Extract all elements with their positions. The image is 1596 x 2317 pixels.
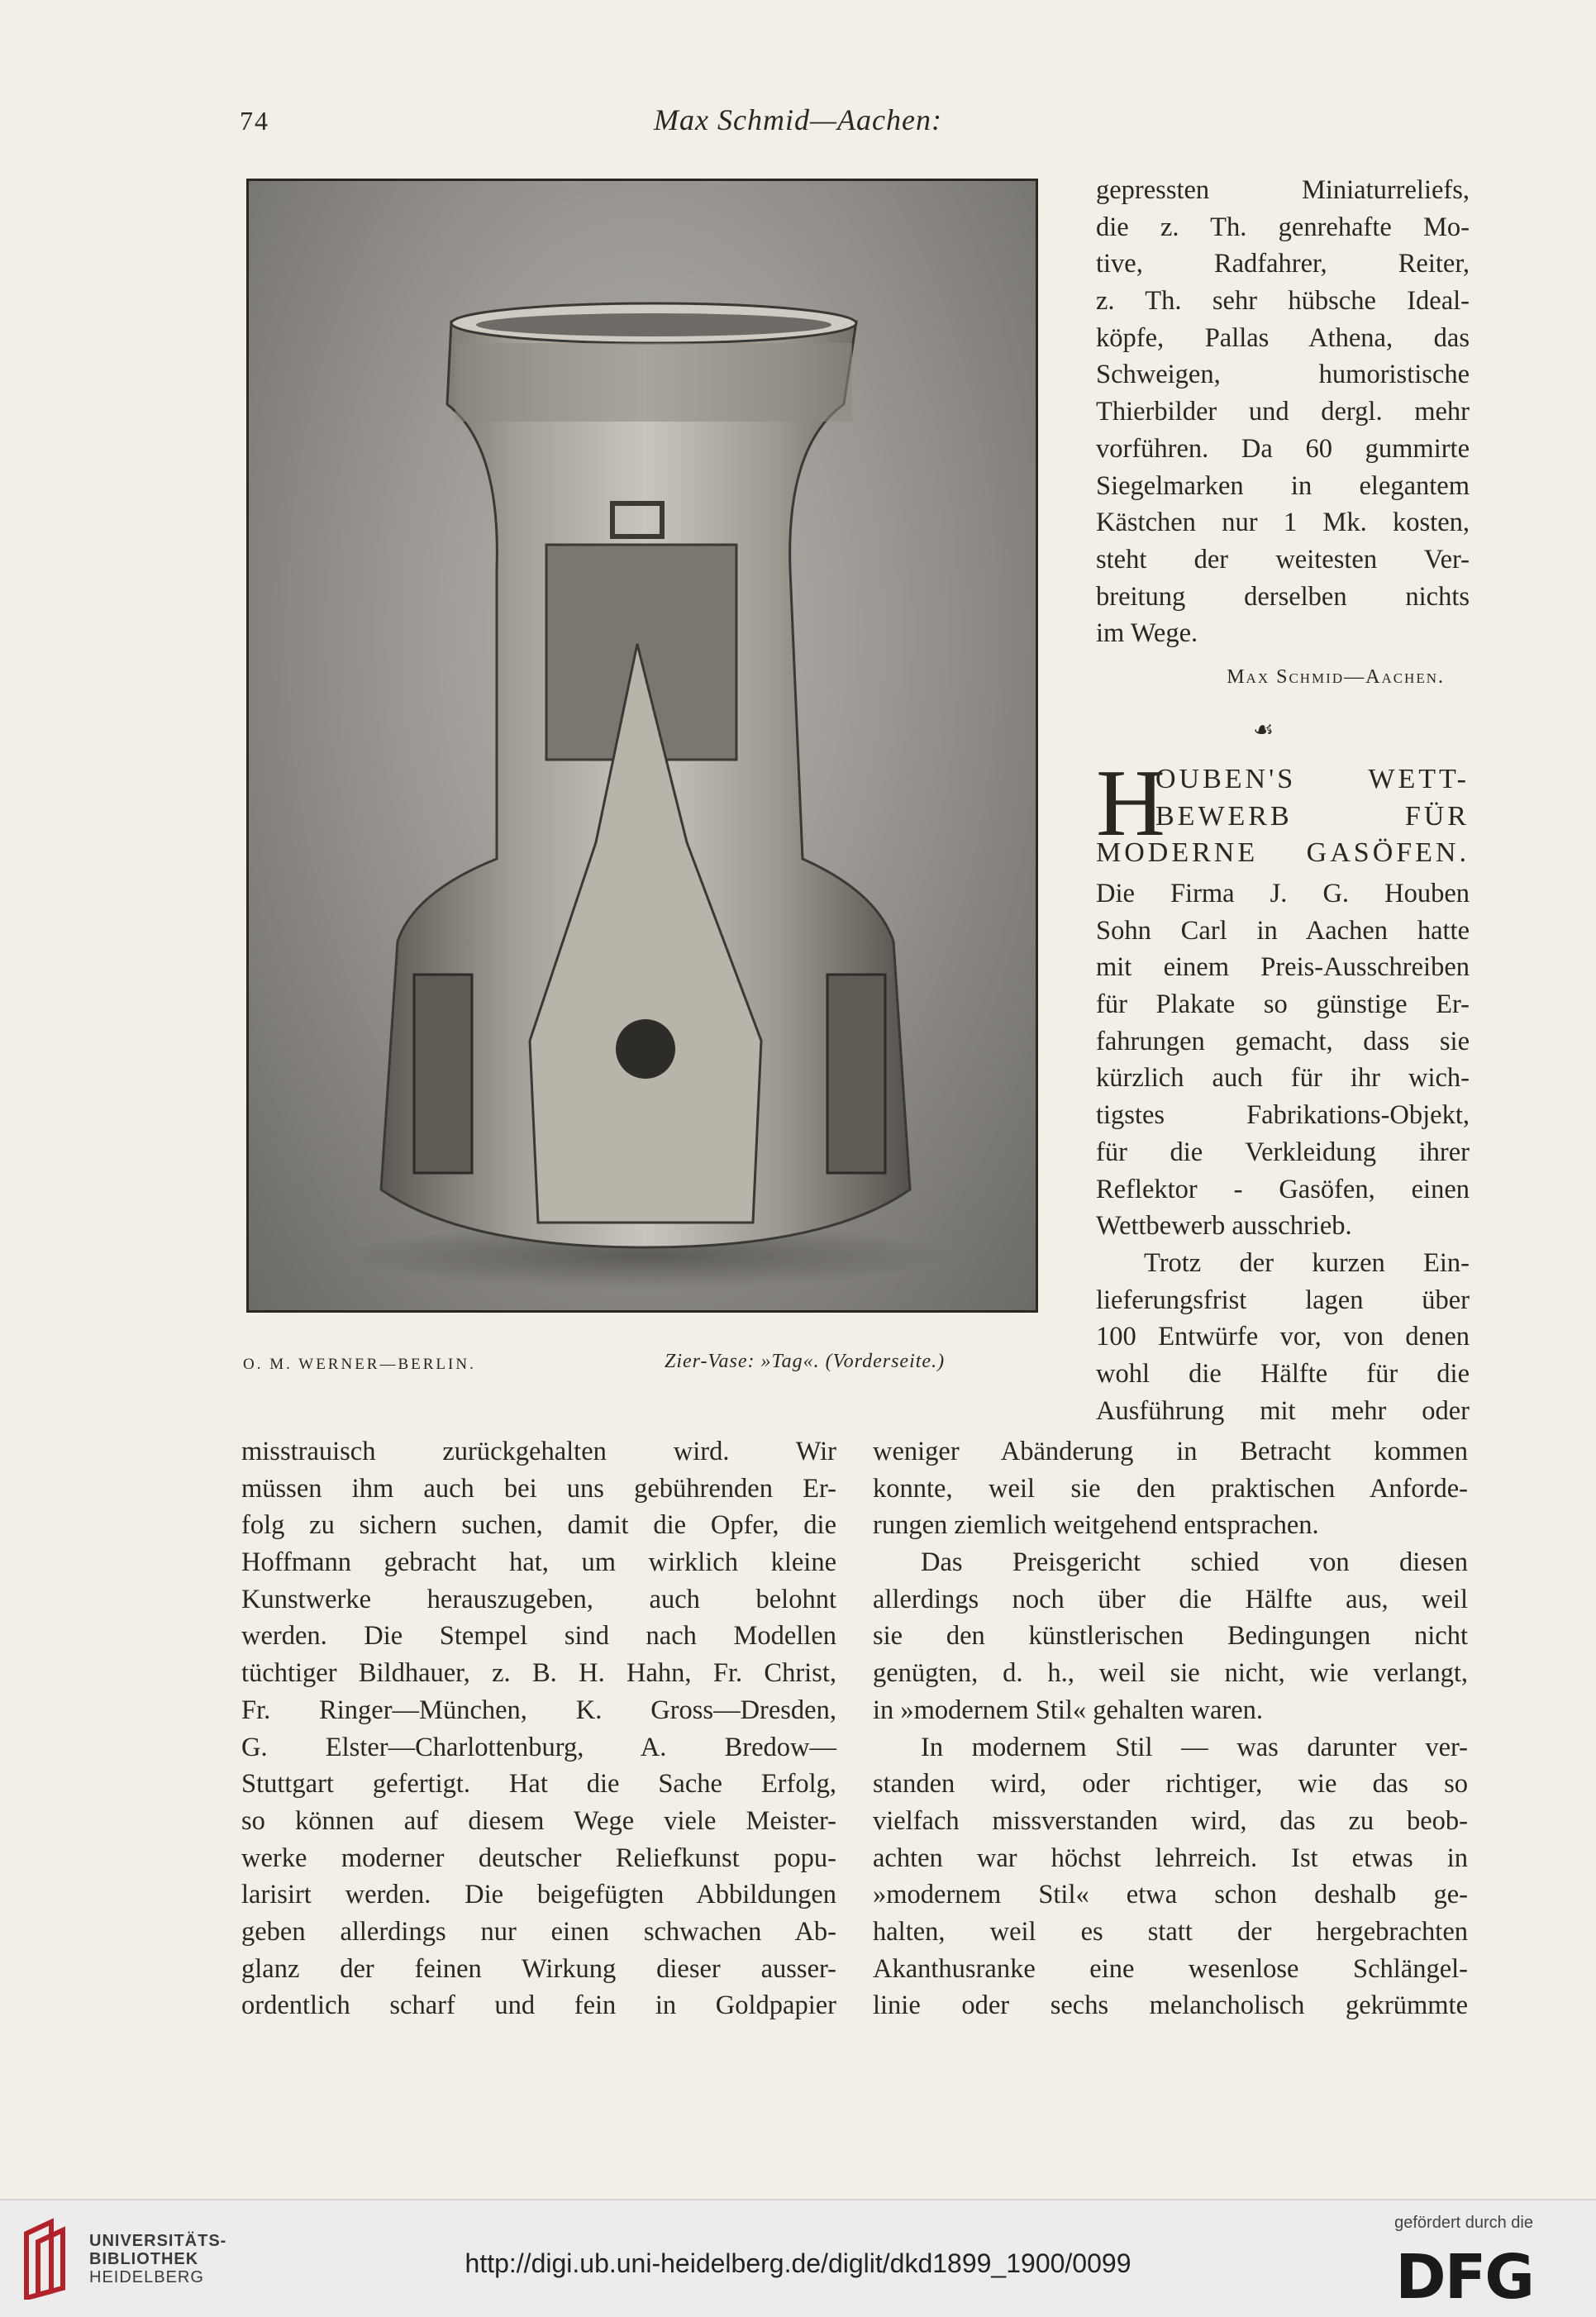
text-line: Ausführung mit mehr oder	[1096, 1395, 1470, 1426]
text-line: Fr. Ringer—München, K. Gross—Dresden,	[241, 1695, 836, 1725]
digitization-footer	[0, 2199, 1596, 2317]
text-line: linie oder sechs melancholisch gekrümmte	[873, 1990, 1468, 2021]
text-line: 100 Entwürfe vor, von denen	[1096, 1322, 1470, 1352]
text-line: Reflektor - Gasöfen, einen	[1096, 1174, 1470, 1204]
text-line: Akanthusranke eine wesenlose Schlängel-	[873, 1953, 1468, 1984]
text-line: tigstes Fabrikations-Objekt,	[1096, 1100, 1470, 1131]
text-line: standen wird, oder richtiger, wie das so	[873, 1769, 1468, 1800]
text-line: vielfach missverstanden wird, das zu beob-	[873, 1805, 1468, 1836]
library-line: UNIVERSITÄTS-	[89, 2232, 227, 2250]
text-line: Die Firma J. G. Houben	[1096, 879, 1470, 908]
text-line: für Plakate so günstige Er-	[1096, 989, 1470, 1020]
right-column-body-text	[1096, 875, 1470, 1429]
heading-line: BEWERB FÜR	[1155, 800, 1470, 832]
text-line: z. Th. sehr hübsche Ideal-	[1096, 286, 1470, 317]
text-line: für die Verkleidung ihrer	[1096, 1137, 1470, 1167]
text-line: köpfe, Pallas Athena, das	[1096, 322, 1470, 353]
text-line: Kunstwerke herauszugeben, auch belohnt	[241, 1584, 836, 1614]
text-line: tüchtiger Bildhauer, z. B. H. Hahn, Fr. Christ,	[241, 1658, 836, 1689]
text-line: sie den künstlerischen Bedingungen nicht	[873, 1621, 1468, 1652]
heading-line: MODERNE GASÖFEN.	[1096, 837, 1470, 869]
text-line: Thierbilder und dergl. mehr	[1096, 397, 1470, 427]
text-line: kürzlich auch für ihr wich-	[1096, 1063, 1470, 1094]
right-column-bottom-text	[873, 1433, 1468, 2024]
text-line: Sohn Carl in Aachen hatte	[1096, 915, 1470, 946]
text-line: G. Elster—Charlottenburg, A. Bredow—	[241, 1732, 836, 1762]
page-number: 74	[240, 106, 269, 136]
text-line: tive, Radfahrer, Reiter,	[1096, 249, 1470, 279]
text-line: geben allerdings nur einen schwachen Ab-	[241, 1916, 836, 1947]
funding-note: gefördert durch die	[1394, 2214, 1533, 2232]
figure-caption: Zier-Vase: »Tag«. (Vorderseite.)	[665, 1351, 946, 1372]
text-line: Hoffmann gebracht hat, um wirklich kleine	[241, 1547, 836, 1578]
text-line: breitung derselben nichts	[1096, 581, 1470, 612]
left-column-bottom-text	[241, 1433, 836, 2024]
text-line: so können auf diesem Wege viele Meister-	[241, 1805, 836, 1836]
text-line: müssen ihm auch bei uns gebührenden Er-	[241, 1473, 836, 1504]
article-signature: Max Schmid—Aachen.	[1227, 666, 1445, 688]
text-line: werke moderner deutscher Reliefkunst popu-	[241, 1843, 836, 1873]
text-line: Kästchen nur 1 Mk. kosten,	[1096, 508, 1470, 538]
text-line: misstrauisch zurückgehalten wird. Wir	[241, 1437, 836, 1466]
text-line: In modernem Stil — was darunter ver-	[921, 1732, 1468, 1762]
text-line: Stuttgart gefertigt. Hat die Sache Erfolg,	[241, 1769, 836, 1800]
right-column-top-text	[1096, 172, 1470, 652]
text-line: wohl die Hälfte für die	[1096, 1358, 1470, 1389]
text-line: konnte, weil sie den praktischen Anforde-	[873, 1473, 1468, 1504]
text-line: steht der weitesten Ver-	[1096, 544, 1470, 574]
text-line: die z. Th. genrehafte Mo-	[1096, 212, 1470, 242]
text-line: in »modernem Stil« gehalten waren.	[873, 1695, 1264, 1725]
fleuron-ornament: ☙	[1253, 718, 1274, 743]
library-line: HEIDELBERG	[89, 2268, 204, 2286]
text-line: Siegelmarken in elegantem	[1096, 470, 1470, 501]
drop-cap: H	[1096, 751, 1165, 856]
dfg-logo: DFG	[1395, 2242, 1533, 2313]
text-line: Wettbewerb ausschrieb.	[1096, 1211, 1352, 1242]
figure-credit: O. M. WERNER—BERLIN.	[243, 1356, 476, 1373]
text-line: mit einem Preis-Ausschreiben	[1096, 952, 1470, 983]
text-line: fahrungen gemacht, dass sie	[1096, 1026, 1470, 1056]
library-line: BIBLIOTHEK	[89, 2250, 199, 2268]
running-title: Max Schmid—Aachen:	[654, 103, 942, 136]
digitization-url-link[interactable]: http://digi.ub.uni-heidelberg.de/diglit/dkd1899_1900/0099	[465, 2248, 1131, 2278]
text-line: rungen ziemlich weitgehend entsprachen.	[873, 1510, 1319, 1541]
text-line: ordentlich scharf und fein in Goldpapier	[241, 1990, 836, 2021]
text-line: larisirt werden. Die beigefügten Abbildungen	[241, 1880, 836, 1910]
text-line: weniger Abänderung in Betracht kommen	[873, 1437, 1468, 1466]
text-line: gepressten Miniaturreliefs,	[1096, 175, 1470, 205]
text-line: folg zu sichern suchen, damit die Opfer, die	[241, 1510, 836, 1541]
text-line: vorführen. Da 60 gummirte	[1096, 433, 1470, 464]
text-line: im Wege.	[1096, 618, 1198, 649]
vase-photograph	[246, 179, 1038, 1313]
text-line: Trotz der kurzen Ein-	[1144, 1247, 1470, 1278]
text-line: genügten, d. h., weil sie nicht, wie verlangt,	[873, 1658, 1468, 1689]
text-line: Schweigen, humoristische	[1096, 360, 1470, 390]
text-line: achten war höchst lehrreich. Ist etwas in	[873, 1843, 1468, 1873]
text-line: glanz der feinen Wirkung dieser ausser-	[241, 1953, 836, 1984]
section-heading	[1096, 751, 1470, 875]
text-line: werden. Die Stempel sind nach Modellen	[241, 1621, 836, 1652]
text-line: »modernem Stil« etwa schon deshalb ge-	[873, 1880, 1468, 1910]
text-line: Das Preisgericht schied von diesen	[921, 1547, 1468, 1578]
text-line: lieferungsfrist lagen über	[1096, 1285, 1470, 1315]
text-line: allerdings noch über die Hälfte aus, weil	[873, 1584, 1468, 1614]
text-line: halten, weil es statt der hergebrachten	[873, 1916, 1468, 1947]
heading-line: OUBEN'S WETT-	[1155, 764, 1470, 794]
